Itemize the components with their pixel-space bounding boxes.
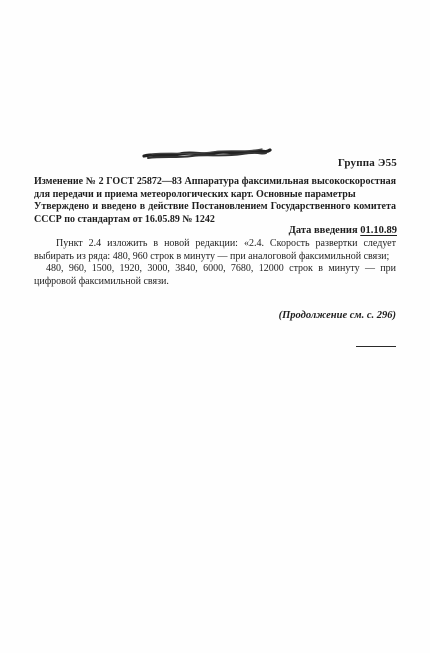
amendment-paragraph-1: Пункт 2.4 изложить в новой редакции: «2.4. Скорость развертки следует выбирать из ряда: 480, 960 строк в минуту — при аналоговой факсимильной связи; bbox=[34, 238, 396, 262]
approval-statement: Утверждено и введено в действие Постановлением Государственного комитета СССР по стандартам от 16.05.89 № 1242 bbox=[34, 201, 396, 225]
end-rule bbox=[356, 346, 396, 347]
group-label: Группа Э55 bbox=[337, 157, 397, 169]
amendment-heading: Изменение № 2 ГОСТ 25872—83 Аппаратура факсимильная высокоскоростная для передачи и приема метеорологических карт. Основные параметры bbox=[34, 176, 396, 200]
effective-date-value: 01.10.89 bbox=[360, 225, 397, 236]
effective-date-label: Дата введения bbox=[288, 225, 358, 236]
handwritten-strikethrough-mark bbox=[142, 144, 272, 164]
amendment-paragraph-2: 480, 960, 1500, 1920, 3000, 3840, 6000, 7680, 12000 строк в минуту — при цифровой факсимильной связи. bbox=[34, 263, 396, 287]
continuation-note: (Продолжение см. с. 296) bbox=[278, 310, 396, 321]
effective-date-line bbox=[289, 225, 397, 236]
